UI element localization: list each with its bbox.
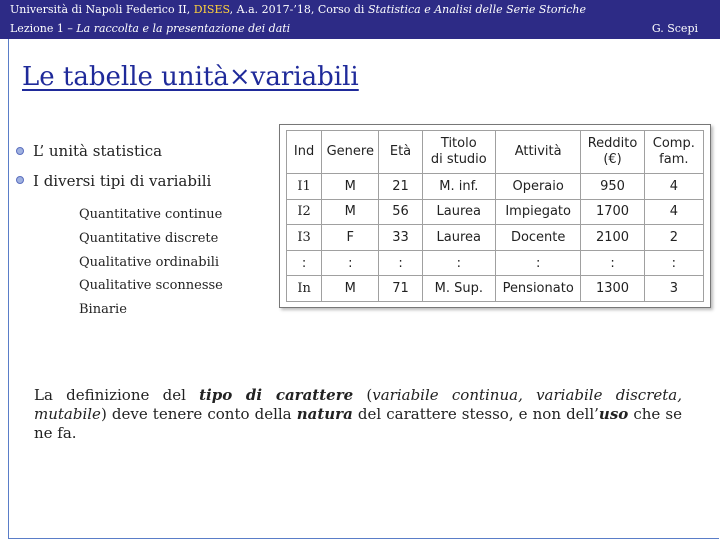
table-header-cell: Attività [495,131,580,174]
table-header-cell: Comp. fam. [644,131,703,174]
table-cell: M. inf. [422,174,495,200]
units-variables-table [279,124,711,308]
table-cell: 33 [379,225,422,251]
table-header-cell: Reddito (€) [581,131,644,174]
variable-type-item: Quantitative discrete [79,231,219,246]
table-header-cell: Genere [322,131,379,174]
table-cell-ellipsis: : [379,250,422,276]
paragraph-emphasis: tipo di carattere [199,386,354,404]
paragraph-italic: variabile continua, variabile discreta, mutabile [34,386,682,423]
table-cell-ellipsis: : [644,250,703,276]
bullet-dot-icon [16,147,24,155]
header-course-line [10,3,586,16]
table-cell: Operaio [495,174,580,200]
table-cell: M [322,276,379,302]
table-cell: 1700 [581,199,644,225]
table-cell: 4 [644,199,703,225]
definition-paragraph [34,386,682,443]
table-row [287,174,704,200]
table-cell: Pensionato [495,276,580,302]
bullet-variable-types: I diversi tipi di variabili [33,172,212,190]
bullet-unit: L’ unità statistica [33,142,163,160]
table-cell-ind: I2 [287,199,322,225]
paragraph-text: ( [366,386,373,404]
table-row [287,250,704,276]
table-cell-ind: I1 [287,174,322,200]
table-cell: 3 [644,276,703,302]
table-cell-ind: In [287,276,322,302]
variable-type-item: Quantitative continue [79,207,223,222]
table-cell: 71 [379,276,422,302]
table-cell: 4 [644,174,703,200]
table-cell: Docente [495,225,580,251]
table-row [287,276,704,302]
paragraph-text: del carattere stesso, e non dell’ [357,405,599,423]
data-table [286,130,704,302]
header-lesson-number: Lezione 1 – [10,22,73,35]
header-lesson-title: La raccolta e la presentazione dei dati [76,22,291,35]
variable-type-item: Binarie [79,302,127,317]
table-cell: Laurea [422,199,495,225]
table-cell-ellipsis: : [495,250,580,276]
header-author: G. Scepi [651,22,698,35]
table-header-row [287,131,704,174]
variable-type-item: Qualitative ordinabili [79,255,220,270]
paragraph-emphasis: uso [598,405,629,423]
table-cell: 56 [379,199,422,225]
table-cell: Impiegato [495,199,580,225]
table-cell-ellipsis: : [287,250,322,276]
table-cell: M [322,174,379,200]
table-cell: F [322,225,379,251]
variable-type-item: Qualitative sconnesse [79,278,223,293]
paragraph-text: che se ne fa. [34,405,682,442]
header-university: Università di Napoli Federico II, [10,3,191,16]
slide-title: Le tabelle unità×variabili [22,62,359,92]
table-cell: Laurea [422,225,495,251]
table-row [287,199,704,225]
table-cell: 950 [581,174,644,200]
table-header-cell: Età [379,131,422,174]
paragraph-text: La definizione del [34,386,186,404]
table-cell: 1300 [581,276,644,302]
paragraph-emphasis: natura [296,405,353,423]
table-cell: 21 [379,174,422,200]
table-cell: M [322,199,379,225]
bullet-dot-icon [16,176,24,184]
header-academic-year: , A.a. 2017-’18, Corso di [229,3,365,16]
table-cell: 2100 [581,225,644,251]
table-cell-ellipsis: : [581,250,644,276]
header-course-name: Statistica e Analisi delle Serie Storiche [367,3,587,16]
table-header-cell: Ind [287,131,322,174]
table-row [287,225,704,251]
table-cell: M. Sup. [422,276,495,302]
table-header-cell: Titolo di studio [422,131,495,174]
table-cell: 2 [644,225,703,251]
header-lesson-line [10,22,290,35]
paragraph-text: ) deve tenere conto della [100,405,292,423]
table-cell-ellipsis: : [322,250,379,276]
slide-header [0,0,720,39]
table-cell-ind: I3 [287,225,322,251]
header-department: DISES [193,3,230,16]
table-cell-ellipsis: : [422,250,495,276]
